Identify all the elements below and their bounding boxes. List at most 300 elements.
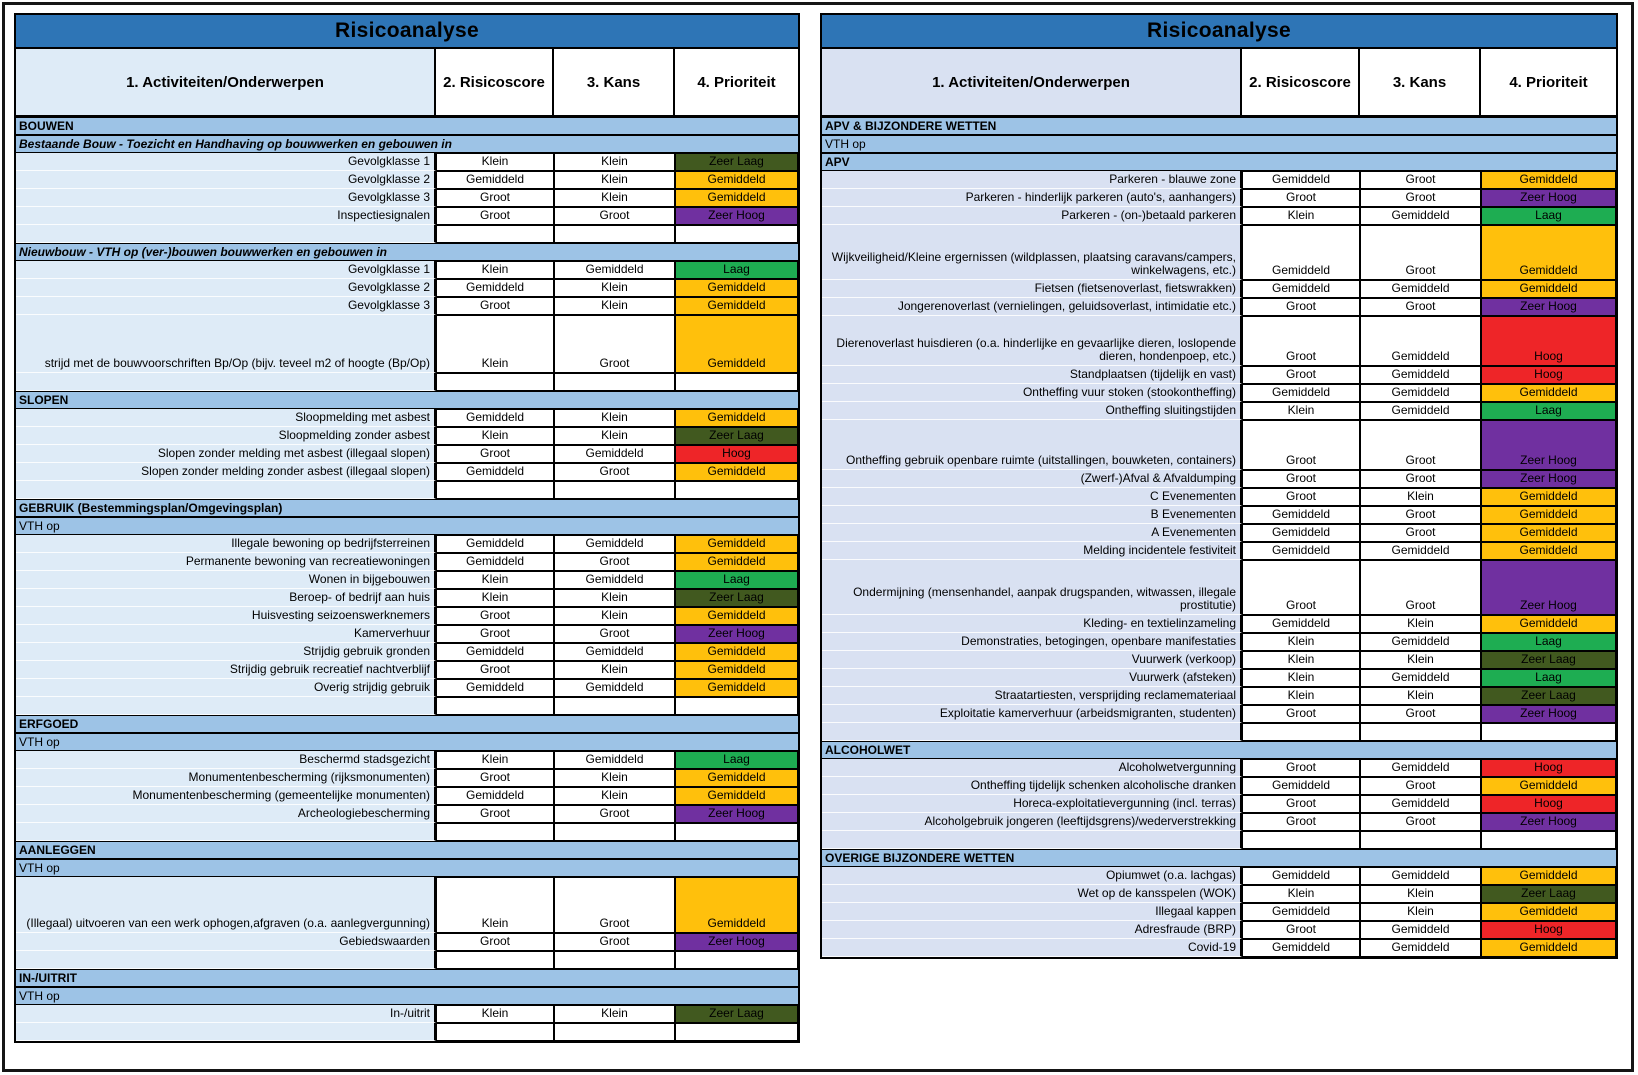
kans-cell: Gemiddeld: [1360, 633, 1481, 651]
data-row: [822, 402, 1616, 420]
prioriteit-cell: Zeer Hoog: [1481, 298, 1616, 316]
risicoscore-cell: Gemiddeld: [436, 643, 554, 661]
kans-cell: Gemiddeld: [554, 261, 675, 279]
prioriteit-cell: Hoog: [1481, 759, 1616, 777]
risicoscore-cell: Klein: [1242, 687, 1360, 705]
data-row: [822, 759, 1616, 777]
prioriteit-cell: Gemiddeld: [1481, 488, 1616, 506]
data-row: [822, 542, 1616, 560]
activity-label-cell: Strijdig gebruik gronden: [16, 643, 436, 661]
data-row: [822, 420, 1616, 470]
risicoscore-cell: Gemiddeld: [436, 535, 554, 553]
data-row: [16, 607, 798, 625]
kans-cell: Groot: [554, 553, 675, 571]
data-row: [822, 939, 1616, 957]
kans-cell: Gemiddeld: [1360, 366, 1481, 384]
activity-label-cell: [16, 1023, 436, 1041]
activity-label-cell: Straatartiesten, versprijding reclamemateriaal: [822, 687, 1242, 705]
risicoscore-cell: Groot: [436, 769, 554, 787]
data-row: [822, 316, 1616, 366]
prioriteit-cell: Gemiddeld: [1481, 903, 1616, 921]
risicoscore-cell: Gemiddeld: [1242, 384, 1360, 402]
prioriteit-cell: [1481, 723, 1616, 741]
data-row: [822, 506, 1616, 524]
risicoscore-cell: Klein: [436, 315, 554, 373]
prioriteit-cell: Gemiddeld: [1481, 384, 1616, 402]
risicoscore-cell: Groot: [1242, 189, 1360, 207]
prioriteit-cell: Zeer Hoog: [1481, 560, 1616, 615]
activity-label-cell: Ontheffing sluitingstijden: [822, 402, 1242, 420]
risk-table-right: [820, 13, 1618, 959]
data-row: [16, 463, 798, 481]
prioriteit-cell: Zeer Laag: [1481, 651, 1616, 669]
risicoscore-cell: Klein: [436, 589, 554, 607]
prioriteit-cell: Gemiddeld: [675, 279, 798, 297]
prioriteit-cell: Laag: [675, 571, 798, 589]
data-row: [822, 488, 1616, 506]
prioriteit-cell: [675, 951, 798, 969]
risicoscore-cell: Groot: [436, 189, 554, 207]
risicoscore-cell: Klein: [436, 1005, 554, 1023]
prioriteit-cell: Zeer Hoog: [1481, 420, 1616, 470]
kans-cell: Gemiddeld: [1360, 316, 1481, 366]
data-row: [822, 867, 1616, 885]
risicoscore-cell: Groot: [1242, 298, 1360, 316]
kans-cell: Groot: [1360, 298, 1481, 316]
data-row: [822, 687, 1616, 705]
activity-label-cell: Covid-19: [822, 939, 1242, 957]
activity-label-cell: Adresfraude (BRP): [822, 921, 1242, 939]
kans-cell: Groot: [1360, 705, 1481, 723]
activity-label-cell: Parkeren - (on-)betaald parkeren: [822, 207, 1242, 225]
activity-label-cell: Wijkveiligheid/Kleine ergernissen (wildplassen, plaatsing caravans/campers, winkelwagens, etc.): [822, 225, 1242, 280]
data-row: [822, 885, 1616, 903]
activity-label-cell: Slopen zonder melding zonder asbest (illegaal slopen): [16, 463, 436, 481]
activity-label-cell: C Evenementen: [822, 488, 1242, 506]
kans-cell: Groot: [1360, 171, 1481, 189]
activity-label-cell: [822, 723, 1242, 741]
kans-cell: Klein: [554, 769, 675, 787]
data-row: [16, 877, 798, 933]
risicoscore-cell: [436, 823, 554, 841]
column-header-risicoscore: 2. Risicoscore: [1242, 49, 1360, 115]
kans-cell: [1360, 723, 1481, 741]
activity-label-cell: Illegaal kappen: [822, 903, 1242, 921]
column-header-activiteiten: 1. Activiteiten/Onderwerpen: [822, 49, 1242, 115]
kans-cell: Klein: [554, 1005, 675, 1023]
kans-cell: [554, 481, 675, 499]
prioriteit-cell: [675, 823, 798, 841]
kans-cell: Klein: [1360, 885, 1481, 903]
activity-label-cell: Monumentenbescherming (gemeentelijke monumenten): [16, 787, 436, 805]
activity-label-cell: Wet op de kansspelen (WOK): [822, 885, 1242, 903]
section-header-row: APV: [822, 153, 1616, 171]
activity-label-cell: Gevolgklasse 1: [16, 261, 436, 279]
kans-cell: Klein: [1360, 651, 1481, 669]
activity-label-cell: Opiumwet (o.a. lachgas): [822, 867, 1242, 885]
kans-cell: Groot: [1360, 470, 1481, 488]
activity-label-cell: Monumentenbescherming (rijksmonumenten): [16, 769, 436, 787]
data-row: [822, 560, 1616, 615]
prioriteit-cell: Gemiddeld: [675, 877, 798, 933]
data-row: [822, 470, 1616, 488]
risicoscore-cell: Klein: [436, 427, 554, 445]
kans-cell: Gemiddeld: [1360, 402, 1481, 420]
kans-cell: Groot: [1360, 560, 1481, 615]
prioriteit-cell: Zeer Hoog: [675, 805, 798, 823]
column-header-kans: 3. Kans: [1360, 49, 1481, 115]
empty-row: [16, 823, 798, 841]
risicoscore-cell: Groot: [1242, 759, 1360, 777]
data-row: [822, 669, 1616, 687]
prioriteit-cell: [675, 481, 798, 499]
activity-label-cell: Dierenoverlast huisdieren (o.a. hinderlijke en gevaarlijke dieren, loslopende dieren, hondenpoep, etc.): [822, 316, 1242, 366]
prioriteit-cell: Zeer Hoog: [1481, 813, 1616, 831]
risicoscore-cell: Klein: [1242, 402, 1360, 420]
header-row: [16, 49, 798, 117]
data-row: [822, 615, 1616, 633]
subsection-row: VTH op: [16, 987, 798, 1005]
prioriteit-cell: [675, 225, 798, 243]
activity-label-cell: strijd met de bouwvoorschriften Bp/Op (bijv. teveel m2 of hoogte (Bp/Op): [16, 315, 436, 373]
subsection-row: VTH op: [822, 135, 1616, 153]
kans-cell: Gemiddeld: [1360, 207, 1481, 225]
risicoscore-cell: [436, 373, 554, 391]
prioriteit-cell: Gemiddeld: [675, 661, 798, 679]
risicoscore-cell: Klein: [436, 751, 554, 769]
prioriteit-cell: Gemiddeld: [1481, 280, 1616, 298]
kans-cell: Klein: [1360, 903, 1481, 921]
risicoscore-cell: [436, 481, 554, 499]
risicoscore-cell: Groot: [436, 607, 554, 625]
kans-cell: Groot: [554, 933, 675, 951]
risicoscore-cell: Gemiddeld: [1242, 280, 1360, 298]
section-header-row: SLOPEN: [16, 391, 798, 409]
data-row: [822, 633, 1616, 651]
activity-label-cell: Gevolgklasse 1: [16, 153, 436, 171]
data-row: [822, 795, 1616, 813]
prioriteit-cell: Zeer Hoog: [1481, 470, 1616, 488]
activity-label-cell: Beschermd stadsgezicht: [16, 751, 436, 769]
risicoscore-cell: Groot: [1242, 366, 1360, 384]
kans-cell: Groot: [554, 315, 675, 373]
prioriteit-cell: Zeer Hoog: [1481, 189, 1616, 207]
risicoscore-cell: Klein: [436, 153, 554, 171]
data-row: [822, 189, 1616, 207]
risk-table-left: [14, 13, 800, 1043]
section-header-row: IN-/UITRIT: [16, 969, 798, 987]
data-row: [16, 553, 798, 571]
risicoscore-cell: Gemiddeld: [1242, 225, 1360, 280]
activity-label-cell: [16, 951, 436, 969]
prioriteit-cell: Hoog: [1481, 316, 1616, 366]
kans-cell: Klein: [554, 189, 675, 207]
risicoscore-cell: Klein: [436, 261, 554, 279]
risicoscore-cell: Klein: [436, 877, 554, 933]
data-row: [822, 903, 1616, 921]
prioriteit-cell: Gemiddeld: [1481, 867, 1616, 885]
risicoscore-cell: Groot: [436, 805, 554, 823]
kans-cell: Gemiddeld: [1360, 921, 1481, 939]
activity-label-cell: Huisvesting seizoenswerknemers: [16, 607, 436, 625]
prioriteit-cell: Laag: [675, 751, 798, 769]
data-row: [16, 427, 798, 445]
data-row: [16, 787, 798, 805]
risicoscore-cell: Gemiddeld: [436, 279, 554, 297]
empty-row: [16, 1023, 798, 1041]
data-row: [822, 705, 1616, 723]
risicoscore-cell: [436, 225, 554, 243]
header-row: [822, 49, 1616, 117]
prioriteit-cell: Gemiddeld: [675, 607, 798, 625]
data-row: [16, 279, 798, 297]
activity-label-cell: Ontheffing gebruik openbare ruimte (uitstallingen, bouwketen, containers): [822, 420, 1242, 470]
activity-label-cell: Fietsen (fietsenoverlast, fietswrakken): [822, 280, 1242, 298]
section-header-row: AANLEGGEN: [16, 841, 798, 859]
activity-label-cell: Gevolgklasse 2: [16, 279, 436, 297]
column-header-prioriteit: 4. Prioriteit: [1481, 49, 1616, 115]
prioriteit-cell: Zeer Laag: [675, 427, 798, 445]
activity-label-cell: Ondermijning (mensenhandel, aanpak drugspanden, witwassen, illegale prostitutie): [822, 560, 1242, 615]
data-row: [16, 805, 798, 823]
kans-cell: Gemiddeld: [1360, 759, 1481, 777]
kans-cell: Groot: [1360, 813, 1481, 831]
data-row: [822, 207, 1616, 225]
risicoscore-cell: Groot: [1242, 705, 1360, 723]
data-row: [16, 189, 798, 207]
kans-cell: [554, 951, 675, 969]
prioriteit-cell: Gemiddeld: [1481, 939, 1616, 957]
column-header-prioriteit: 4. Prioriteit: [675, 49, 798, 115]
data-row: [16, 315, 798, 373]
prioriteit-cell: Hoog: [675, 445, 798, 463]
kans-cell: Klein: [1360, 687, 1481, 705]
data-row: [822, 813, 1616, 831]
kans-cell: Groot: [554, 805, 675, 823]
data-row: [16, 445, 798, 463]
activity-label-cell: Beroep- of bedrijf aan huis: [16, 589, 436, 607]
kans-cell: Gemiddeld: [554, 445, 675, 463]
kans-cell: Groot: [554, 625, 675, 643]
activity-label-cell: Standplaatsen (tijdelijk en vast): [822, 366, 1242, 384]
kans-cell: Groot: [1360, 777, 1481, 795]
risicoscore-cell: Groot: [436, 933, 554, 951]
activity-label-cell: Sloopmelding met asbest: [16, 409, 436, 427]
risicoscore-cell: Groot: [436, 445, 554, 463]
kans-cell: Klein: [554, 171, 675, 189]
prioriteit-cell: Gemiddeld: [675, 409, 798, 427]
section-header-row: GEBRUIK (Bestemmingsplan/Omgevingsplan): [16, 499, 798, 517]
prioriteit-cell: Gemiddeld: [1481, 542, 1616, 560]
kans-cell: [1360, 831, 1481, 849]
risicoscore-cell: Gemiddeld: [1242, 903, 1360, 921]
kans-cell: Klein: [554, 279, 675, 297]
data-row: [16, 571, 798, 589]
prioriteit-cell: Laag: [675, 261, 798, 279]
kans-cell: Klein: [1360, 488, 1481, 506]
section-header-row: OVERIGE BIJZONDERE WETTEN: [822, 849, 1616, 867]
prioriteit-cell: Laag: [1481, 669, 1616, 687]
activity-label-cell: A Evenementen: [822, 524, 1242, 542]
risicoscore-cell: Gemiddeld: [436, 171, 554, 189]
activity-label-cell: [16, 225, 436, 243]
risicoscore-cell: Groot: [436, 297, 554, 315]
data-row: [822, 171, 1616, 189]
kans-cell: Klein: [1360, 615, 1481, 633]
prioriteit-cell: [675, 1023, 798, 1041]
activity-label-cell: (Zwerf-)Afval & Afvaldumping: [822, 470, 1242, 488]
prioriteit-cell: Laag: [1481, 402, 1616, 420]
activity-label-cell: Melding incidentele festiviteit: [822, 542, 1242, 560]
kans-cell: Gemiddeld: [554, 751, 675, 769]
data-row: [16, 409, 798, 427]
activity-label-cell: Archeologiebescherming: [16, 805, 436, 823]
activity-label-cell: Overig strijdig gebruik: [16, 679, 436, 697]
prioriteit-cell: Laag: [1481, 207, 1616, 225]
activity-label-cell: Parkeren - hinderlijk parkeren (auto's, aanhangers): [822, 189, 1242, 207]
data-row: [822, 524, 1616, 542]
activity-label-cell: Vuurwerk (afsteken): [822, 669, 1242, 687]
risicoscore-cell: Groot: [1242, 795, 1360, 813]
kans-cell: Gemiddeld: [1360, 669, 1481, 687]
prioriteit-cell: Zeer Laag: [675, 589, 798, 607]
risicoscore-cell: Klein: [1242, 651, 1360, 669]
data-row: [822, 366, 1616, 384]
risicoscore-cell: Gemiddeld: [436, 553, 554, 571]
subsection-row: VTH op: [16, 733, 798, 751]
activity-label-cell: Gevolgklasse 2: [16, 171, 436, 189]
activity-label-cell: [16, 823, 436, 841]
section-header-row: BOUWEN: [16, 117, 798, 135]
prioriteit-cell: Gemiddeld: [675, 769, 798, 787]
prioriteit-cell: Gemiddeld: [1481, 524, 1616, 542]
kans-cell: Klein: [554, 153, 675, 171]
empty-row: [16, 951, 798, 969]
activity-label-cell: Gevolgklasse 3: [16, 189, 436, 207]
risicoscore-cell: Gemiddeld: [1242, 615, 1360, 633]
kans-cell: Gemiddeld: [1360, 795, 1481, 813]
activity-label-cell: Inspectiesignalen: [16, 207, 436, 225]
kans-cell: Gemiddeld: [554, 535, 675, 553]
data-row: [16, 153, 798, 171]
data-row: [16, 1005, 798, 1023]
prioriteit-cell: Zeer Laag: [675, 153, 798, 171]
risicoscore-cell: Klein: [1242, 633, 1360, 651]
activity-label-cell: Jongerenoverlast (vernielingen, geluidsoverlast, intimidatie etc.): [822, 298, 1242, 316]
activity-label-cell: Kleding- en textielinzameling: [822, 615, 1242, 633]
column-header-activiteiten: 1. Activiteiten/Onderwerpen: [16, 49, 436, 115]
prioriteit-cell: Gemiddeld: [1481, 506, 1616, 524]
prioriteit-cell: Zeer Hoog: [1481, 705, 1616, 723]
kans-cell: Groot: [1360, 225, 1481, 280]
risicoscore-cell: Gemiddeld: [1242, 939, 1360, 957]
prioriteit-cell: Hoog: [1481, 921, 1616, 939]
data-row: [16, 171, 798, 189]
activity-label-cell: Gebiedswaarden: [16, 933, 436, 951]
activity-label-cell: Sloopmelding zonder asbest: [16, 427, 436, 445]
kans-cell: Klein: [554, 787, 675, 805]
risicoscore-cell: Gemiddeld: [1242, 867, 1360, 885]
data-row: [16, 679, 798, 697]
risicoscore-cell: [1242, 831, 1360, 849]
prioriteit-cell: Gemiddeld: [675, 535, 798, 553]
risicoscore-cell: Groot: [1242, 921, 1360, 939]
activity-label-cell: [16, 481, 436, 499]
prioriteit-cell: Laag: [1481, 633, 1616, 651]
prioriteit-cell: Gemiddeld: [675, 463, 798, 481]
prioriteit-cell: Gemiddeld: [675, 643, 798, 661]
kans-cell: Klein: [554, 607, 675, 625]
empty-row: [822, 831, 1616, 849]
activity-label-cell: In-/uitrit: [16, 1005, 436, 1023]
column-header-kans: 3. Kans: [554, 49, 675, 115]
kans-cell: [554, 823, 675, 841]
data-row: [16, 751, 798, 769]
activity-label-cell: Kamerverhuur: [16, 625, 436, 643]
data-row: [16, 207, 798, 225]
activity-label-cell: Wonen in bijgebouwen: [16, 571, 436, 589]
data-row: [16, 297, 798, 315]
risicoscore-cell: Gemiddeld: [1242, 777, 1360, 795]
prioriteit-cell: Gemiddeld: [1481, 171, 1616, 189]
kans-cell: [554, 373, 675, 391]
risicoscore-cell: Groot: [436, 625, 554, 643]
prioriteit-cell: Zeer Laag: [1481, 687, 1616, 705]
risicoscore-cell: [1242, 723, 1360, 741]
prioriteit-cell: Gemiddeld: [675, 787, 798, 805]
activity-label-cell: Illegale bewoning op bedrijfsterreinen: [16, 535, 436, 553]
prioriteit-cell: Zeer Hoog: [675, 933, 798, 951]
kans-cell: Klein: [554, 297, 675, 315]
kans-cell: Gemiddeld: [1360, 542, 1481, 560]
data-row: [16, 661, 798, 679]
activity-label-cell: Exploitatie kamerverhuur (arbeidsmigranten, studenten): [822, 705, 1242, 723]
risicoscore-cell: Groot: [1242, 470, 1360, 488]
activity-label-cell: Slopen zonder melding met asbest (illegaal slopen): [16, 445, 436, 463]
data-row: [822, 280, 1616, 298]
kans-cell: Gemiddeld: [1360, 867, 1481, 885]
prioriteit-cell: [675, 373, 798, 391]
activity-label-cell: Parkeren - blauwe zone: [822, 171, 1242, 189]
prioriteit-cell: Gemiddeld: [1481, 777, 1616, 795]
prioriteit-cell: [675, 697, 798, 715]
risicoscore-cell: Groot: [436, 207, 554, 225]
risicoscore-cell: [436, 951, 554, 969]
kans-cell: Gemiddeld: [1360, 939, 1481, 957]
risicoscore-cell: Gemiddeld: [436, 463, 554, 481]
prioriteit-cell: Zeer Laag: [675, 1005, 798, 1023]
subsection-row: Bestaande Bouw - Toezicht en Handhaving op bouwwerken en gebouwen in: [16, 135, 798, 153]
prioriteit-cell: Gemiddeld: [675, 297, 798, 315]
data-row: [16, 535, 798, 553]
activity-label-cell: Permanente bewoning van recreatiewoningen: [16, 553, 436, 571]
activity-label-cell: Ontheffing vuur stoken (stookontheffing): [822, 384, 1242, 402]
section-header-row: ALCOHOLWET: [822, 741, 1616, 759]
prioriteit-cell: Gemiddeld: [1481, 225, 1616, 280]
activity-label-cell: Horeca-exploitatievergunning (incl. terras): [822, 795, 1242, 813]
activity-label-cell: [16, 373, 436, 391]
subsection-row: Nieuwbouw - VTH op (ver-)bouwen bouwwerken en gebouwen in: [16, 243, 798, 261]
activity-label-cell: Vuurwerk (verkoop): [822, 651, 1242, 669]
prioriteit-cell: Gemiddeld: [675, 171, 798, 189]
activity-label-cell: Demonstraties, betogingen, openbare manifestaties: [822, 633, 1242, 651]
risicoscore-cell: [436, 1023, 554, 1041]
data-row: [16, 261, 798, 279]
risicoscore-cell: Gemiddeld: [1242, 171, 1360, 189]
risicoscore-cell: Groot: [1242, 316, 1360, 366]
prioriteit-cell: Zeer Laag: [1481, 885, 1616, 903]
empty-row: [822, 723, 1616, 741]
